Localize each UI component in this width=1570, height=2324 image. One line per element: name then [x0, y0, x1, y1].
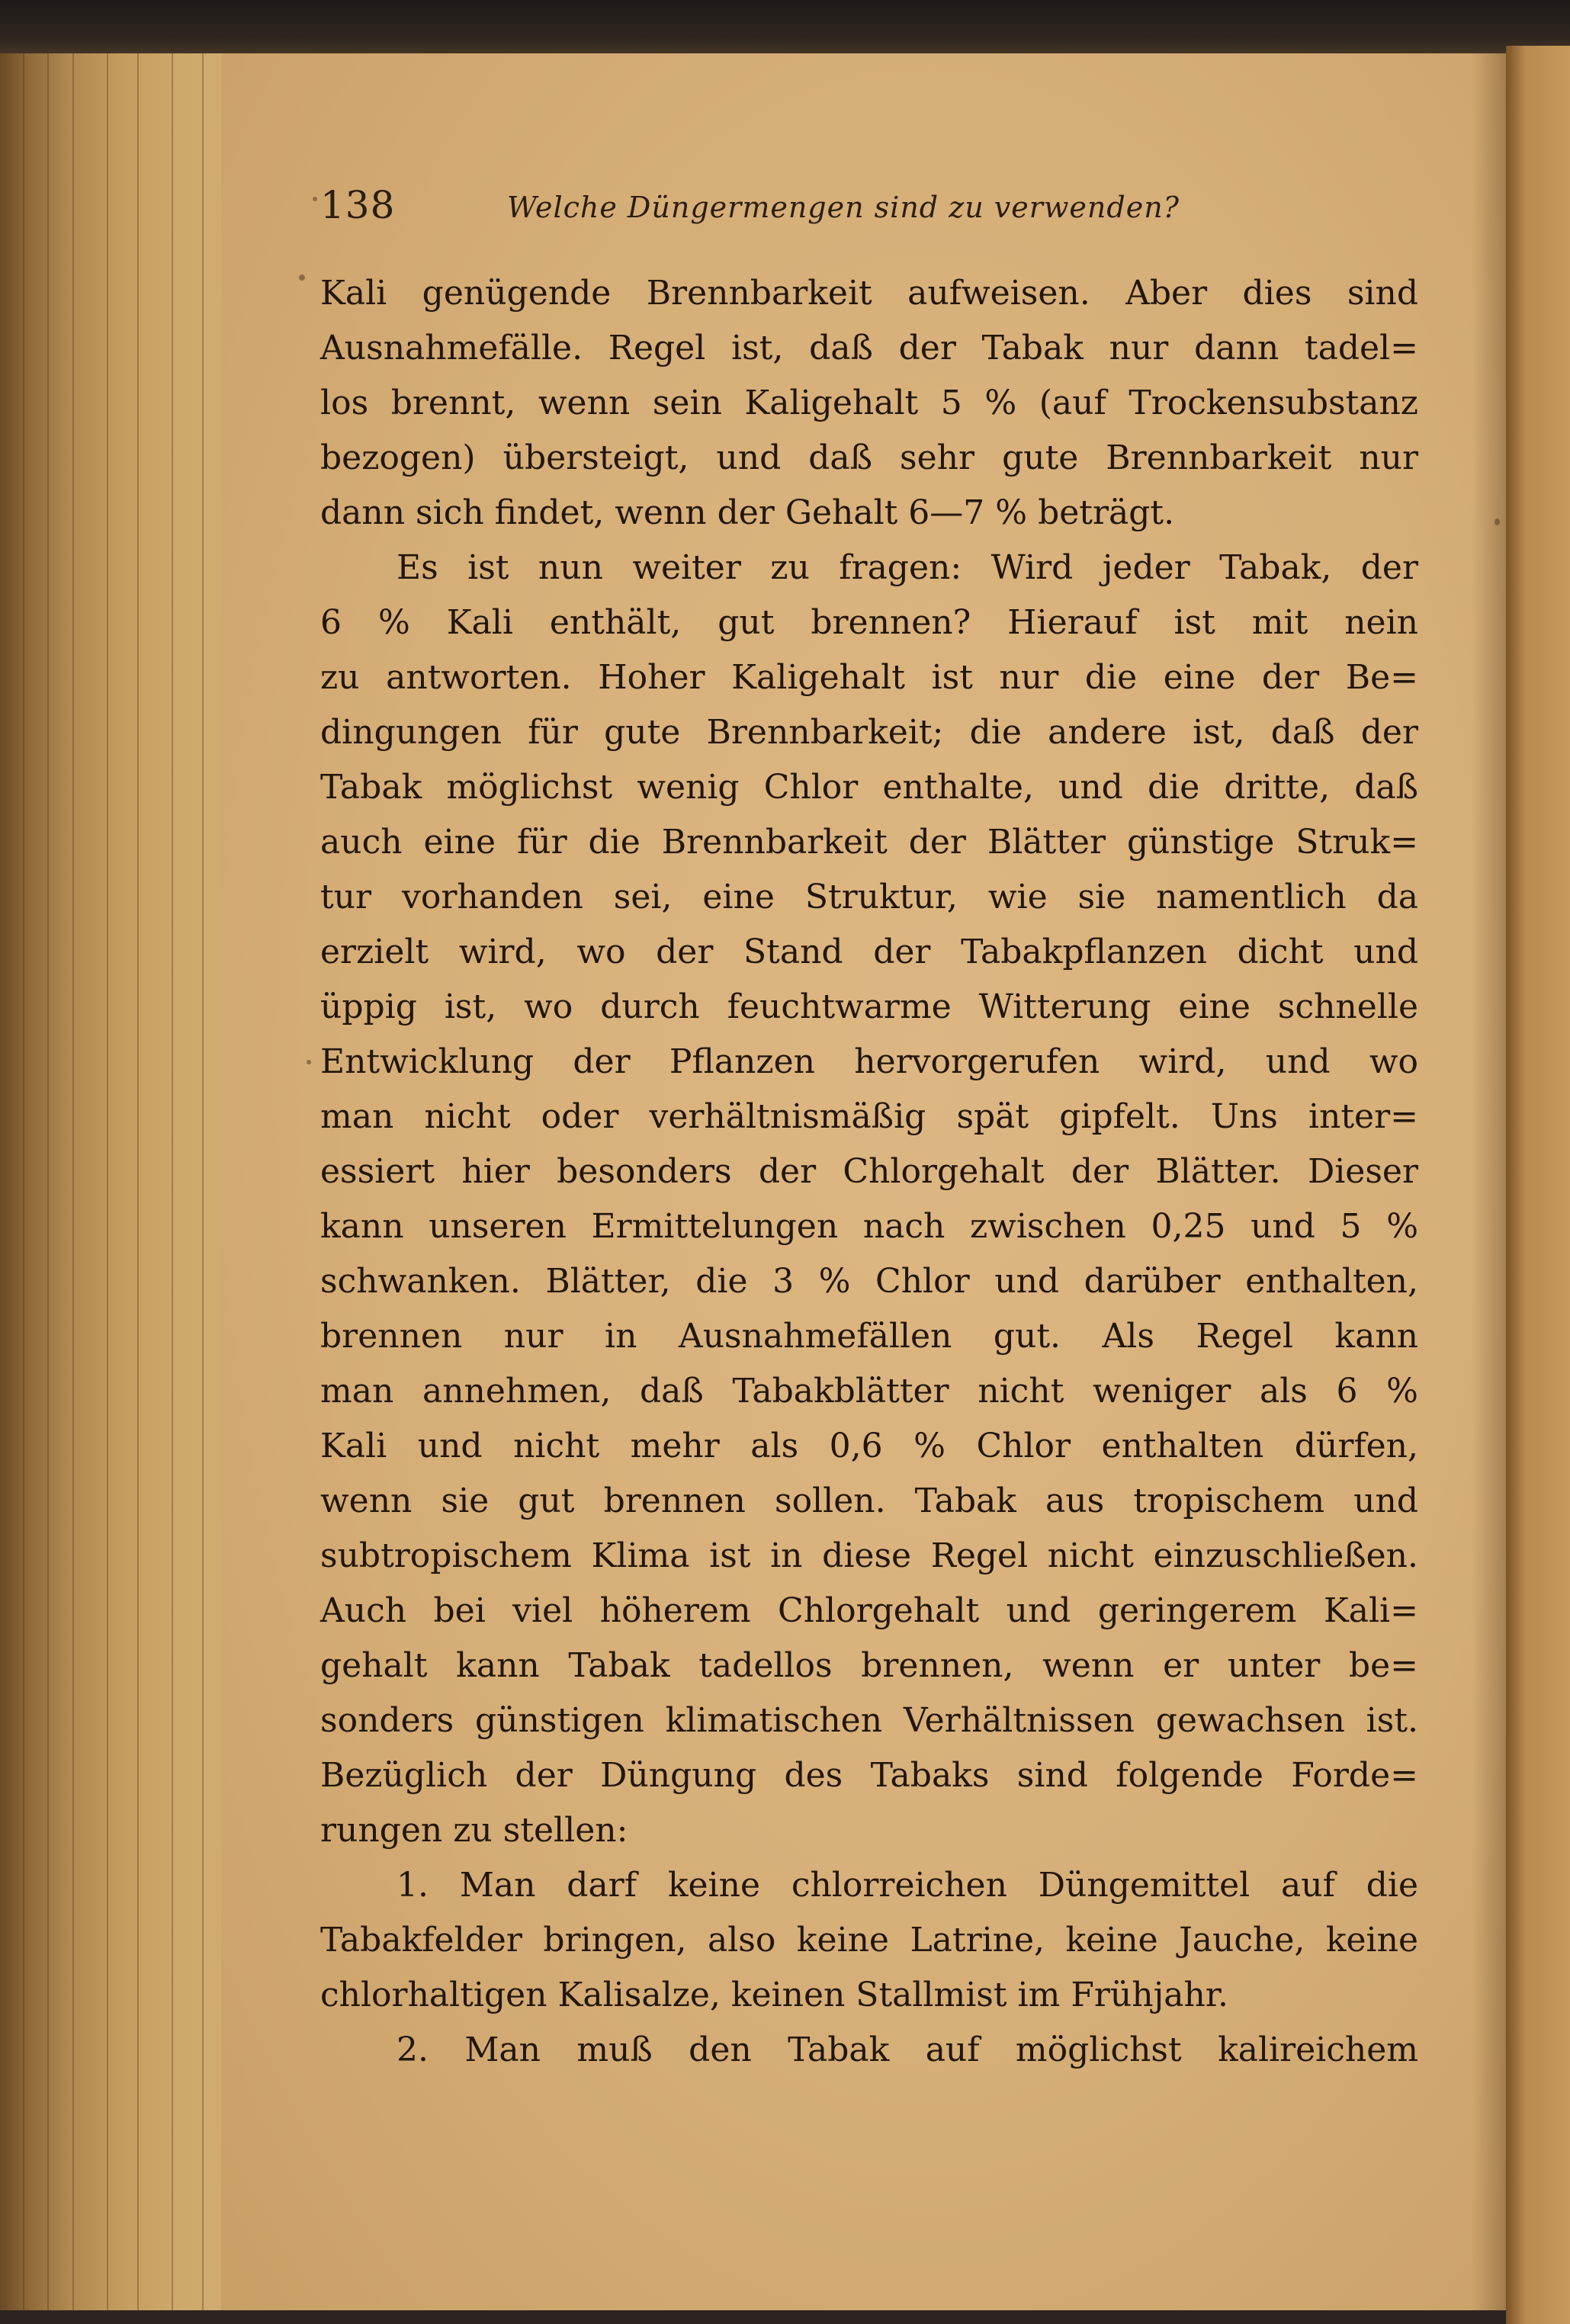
text-line: los brennt, wenn sein Kaligehalt 5 % (auf Trockensubstanz [320, 384, 1418, 422]
text-line: Kali genügende Brennbarkeit aufweisen. Aber dies sind [320, 274, 1418, 313]
text-line: dingungen für gute Brennbarkeit; die andere ist, daß der [320, 713, 1418, 752]
text-line: zu antworten. Hoher Kaligehalt ist nur die eine der Be= [320, 658, 1418, 697]
text-line: Es ist nun weiter zu fragen: Wird jeder Tabak, der [397, 548, 1418, 587]
paper-speck [1495, 518, 1500, 525]
text-line: Auch bei viel höherem Chlorgehalt und geringerem Kali= [320, 1591, 1418, 1630]
text-line: auch eine für die Brennbarkeit der Blätter günstige Struk= [320, 823, 1418, 862]
text-line: 6 % Kali enthält, gut brennen? Hierauf ist mit nein [320, 603, 1418, 642]
text-line: kann unseren Ermittelungen nach zwischen 0,25 und 5 % [320, 1207, 1418, 1246]
paper-speck [307, 1060, 311, 1064]
text-line: 1. Man darf keine chlorreichen Düngemittel auf die [397, 1866, 1418, 1905]
text-line: wenn sie gut brennen sollen. Tabak aus tropischem und [320, 1481, 1418, 1520]
text-line: Kali und nicht mehr als 0,6 % Chlor enthalten dürfen, [320, 1427, 1418, 1465]
text-line: subtropischem Klima ist in diese Regel nicht einzuschließen. [320, 1536, 1418, 1575]
text-line: rungen zu stellen: [320, 1811, 628, 1850]
paper-speck [313, 197, 317, 201]
page-number: 138 [320, 183, 396, 227]
text-line: tur vorhanden sei, eine Struktur, wie sie namentlich da [320, 878, 1418, 916]
page-edges-left [0, 53, 229, 2310]
text-line: sonders günstigen klimatischen Verhältnissen gewachsen ist. [320, 1701, 1418, 1740]
paper-speck [299, 274, 305, 281]
text-line: brennen nur in Ausnahmefällen gut. Als Regel kann [320, 1317, 1418, 1356]
text-line: essiert hier besonders der Chlorgehalt der Blätter. Dieser [320, 1152, 1418, 1191]
facing-page-edge [1506, 46, 1570, 2324]
text-line: Tabak möglichst wenig Chlor enthalte, und die dritte, daß [320, 768, 1418, 807]
text-line: Entwicklung der Pflanzen hervorgerufen wird, und wo [320, 1042, 1418, 1081]
text-line: bezogen) übersteigt, und daß sehr gute Brennbarkeit nur [320, 438, 1418, 477]
text-line: erzielt wird, wo der Stand der Tabakpflanzen dicht und [320, 932, 1418, 971]
running-head: Welche Düngermengen sind zu verwenden? [507, 191, 1180, 224]
text-line: gehalt kann Tabak tadellos brennen, wenn er unter be= [320, 1646, 1418, 1685]
text-line: 2. Man muß den Tabak auf möglichst kalireichem [397, 2030, 1418, 2069]
text-line: man annehmen, daß Tabakblätter nicht weniger als 6 % [320, 1372, 1418, 1411]
text-line: Ausnahmefälle. Regel ist, daß der Tabak nur dann tadel= [320, 329, 1418, 368]
background-top [0, 0, 1570, 59]
text-line: dann sich findet, wenn der Gehalt 6—7 % beträgt. [320, 493, 1175, 532]
text-line: chlorhaltigen Kalisalze, keinen Stallmist im Frühjahr. [320, 1976, 1228, 2014]
page-header [320, 183, 1434, 252]
text-line: schwanken. Blätter, die 3 % Chlor und darüber enthalten, [320, 1262, 1418, 1301]
text-line: man nicht oder verhältnismäßig spät gipfelt. Uns inter= [320, 1097, 1418, 1136]
text-line: üppig ist, wo durch feuchtwarme Witterung eine schnelle [320, 987, 1418, 1026]
text-line: Tabakfelder bringen, also keine Latrine, keine Jauche, keine [320, 1921, 1418, 1960]
text-line: Bezüglich der Düngung des Tabaks sind folgende Forde= [320, 1756, 1418, 1795]
